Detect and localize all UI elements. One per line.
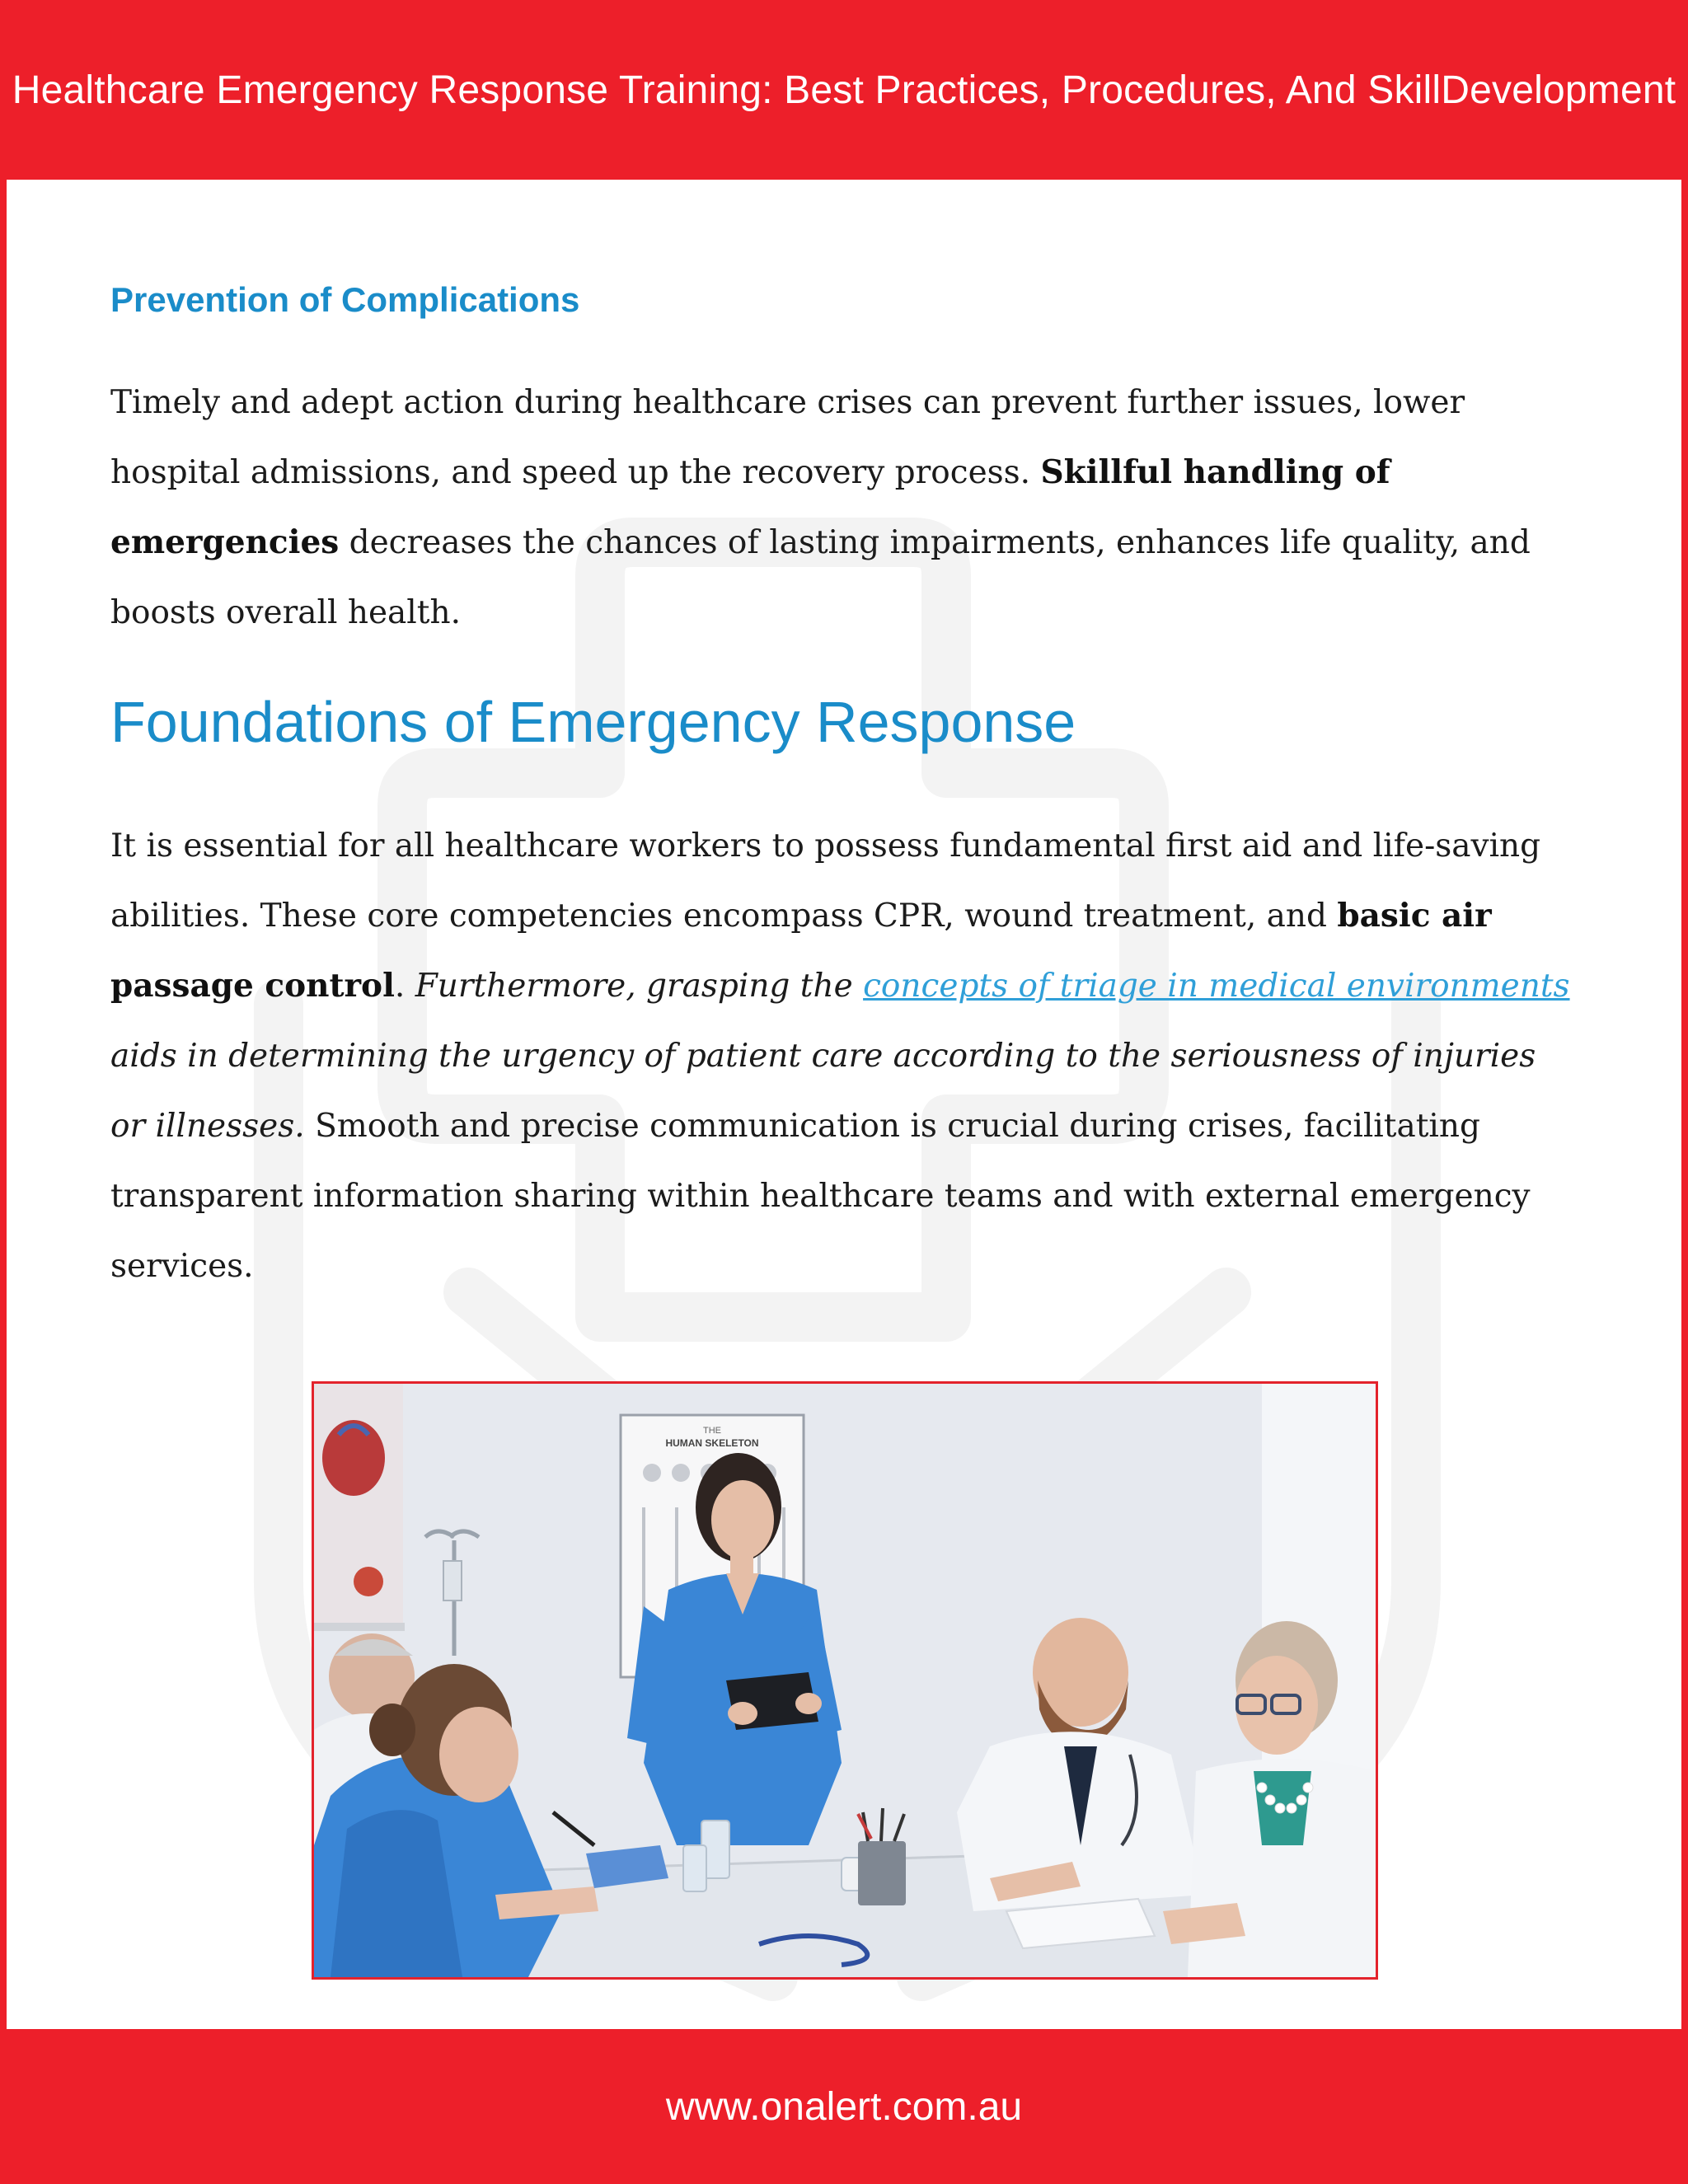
prevention-paragraph [110, 368, 1578, 648]
bold-phrase: Skillful handling of emergencies [110, 453, 1390, 561]
triage-concepts-link[interactable]: concepts of triage in medical environments [863, 968, 1570, 1005]
page-header [0, 0, 1688, 180]
bold-phrase: basic air passage control [110, 897, 1492, 1005]
poster-caption: THE [703, 1426, 721, 1436]
paragraph-text: . [394, 968, 406, 1005]
page-footer [0, 2029, 1688, 2184]
document-page [7, 180, 1681, 2029]
training-meeting-photo [312, 1381, 1378, 1980]
paragraph-text: Smooth and precise communication is crucial during crises, facilitating transparent information sharing within healthcare teams and with external emergency services. [110, 1108, 1531, 1285]
italic-phrase: aids in determining the urgency of patient care according to the seriousness of injuries or illnesses. [110, 1038, 1536, 1145]
paragraph-text: Timely and adept action during healthcare crises can prevent further issues, lower hospital admissions, and speed up the recovery process. [110, 384, 1465, 491]
document-title: Healthcare Emergency Response Training: Best Practices, Procedures, And SkillDevelopment [12, 68, 1676, 112]
poster-title: HUMAN SKELETON [665, 1437, 759, 1449]
section-subheading: Prevention of Complications [110, 280, 580, 319]
section-heading: Foundations of Emergency Response [110, 690, 1076, 754]
paragraph-text: It is essential for all healthcare workers to possess fundamental first aid and life-saving abilities. These core competencies encompass CPR, wound treatment, and [110, 827, 1541, 935]
website-url[interactable]: www.onalert.com.au [665, 2084, 1023, 2129]
italic-phrase: Furthermore, grasping the [405, 968, 864, 1005]
foundations-paragraph [110, 811, 1578, 1301]
paragraph-text: decreases the chances of lasting impairments, enhances life quality, and boosts overall health. [110, 524, 1531, 631]
